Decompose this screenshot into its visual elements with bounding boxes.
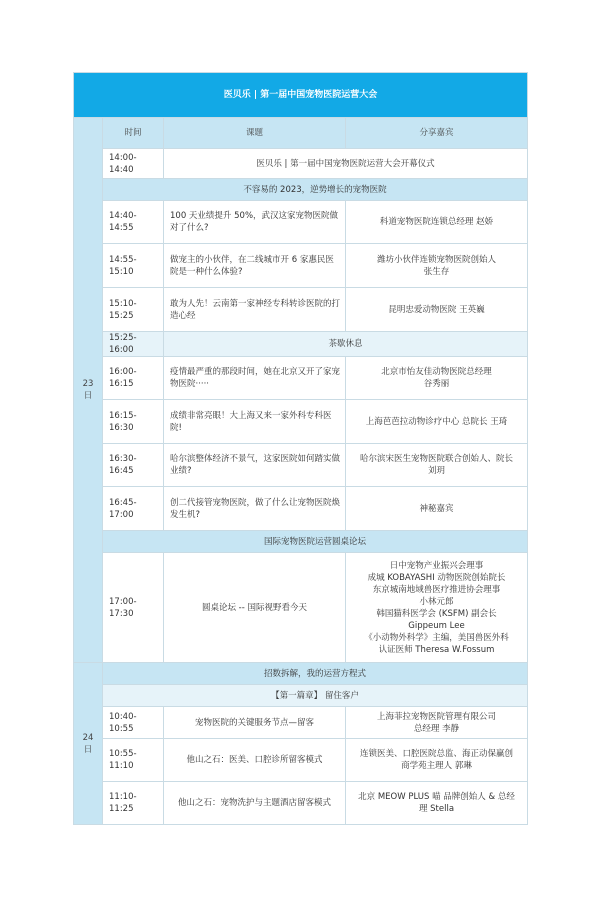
session-time: 15:10-15:25 — [103, 288, 164, 332]
speaker-line: 谷秀丽 — [423, 379, 450, 389]
speaker-line: 上海芭芭拉动物诊疗中心 总院长 王琦 — [365, 416, 508, 427]
speaker-line: 科道宠物医院连锁总经理 赵娇 — [379, 217, 494, 227]
speaker-line: 昆明忠爱动物医院 王英巍 — [388, 304, 485, 315]
session-topic: 100 天业绩提升 50%，武汉这家宠物医院做对了什么? — [164, 201, 346, 244]
speaker-line: 日中宠物产业振兴会理事 — [389, 560, 484, 571]
section-title: 不容易的 2023，逆势增长的宠物医院 — [103, 179, 528, 201]
day-label: 23 日 — [74, 118, 103, 663]
session-row — [74, 487, 528, 531]
session-row — [74, 288, 528, 332]
session-speaker — [346, 357, 528, 400]
session-speaker — [346, 782, 528, 825]
header-speaker: 分享嘉宾 — [346, 118, 528, 149]
section-row — [74, 531, 528, 553]
session-speaker — [346, 553, 528, 663]
break-label: 茶歇休息 — [164, 332, 528, 357]
speaker-line: 东京城南地域兽医疗推进协会理事 — [372, 584, 501, 595]
session-topic: 成绩非常亮眼！大上海又来一家外科专科医院! — [164, 400, 346, 444]
header-row — [74, 118, 528, 149]
session-speaker — [346, 201, 528, 244]
session-time: 11:10-11:25 — [103, 782, 164, 825]
event-title: 医贝乐 | 第一届中国宠物医院运营大会 — [74, 73, 528, 118]
session-topic: 他山之石：医美、口腔诊所留客模式 — [164, 739, 346, 782]
session-topic: 哈尔滨整体经济不景气，这家医院如何踏实做业绩? — [164, 444, 346, 487]
session-row — [74, 400, 528, 444]
session-topic: 他山之石：宠物洗护与主题酒店留客模式 — [164, 782, 346, 825]
session-topic: 创二代接管宠物医院，做了什么让宠物医院焕发生机? — [164, 487, 346, 531]
speaker-line: 小林元郎 — [419, 596, 454, 607]
speaker-line: 认证医师 Theresa W.Fossum — [378, 644, 495, 655]
session-speaker — [346, 288, 528, 332]
speaker-line: 上海菲拉宠物医院管理有限公司 — [376, 711, 496, 722]
speaker-line: 神秘嘉宾 — [419, 503, 454, 514]
session-speaker — [346, 244, 528, 288]
speaker-line: 刘玥 — [427, 466, 445, 476]
session-row — [74, 739, 528, 782]
title-row — [74, 73, 528, 118]
session-time: 10:40-10:55 — [103, 707, 164, 739]
session-topic: 做宠主的小伙伴，在二线城市开 6 家惠民医院是一种什么体验? — [164, 244, 346, 288]
session-row — [74, 357, 528, 400]
break-row — [74, 332, 528, 357]
speaker-line: 总经理 李静 — [413, 723, 460, 734]
session-speaker — [346, 487, 528, 531]
session-time: 14:00-14:40 — [103, 149, 164, 179]
session-time: 16:00-16:15 — [103, 357, 164, 400]
subsection-row — [74, 685, 528, 707]
speaker-line: 成城 KOBAYASHI 动物医院创始院长 — [367, 572, 506, 583]
day-label: 24 日 — [74, 663, 103, 825]
header-time: 时间 — [103, 118, 164, 149]
section-row — [74, 179, 528, 201]
speaker-line: Gippeum Lee — [408, 620, 465, 631]
speaker-line: 潍坊小伙伴连锁宠物医院创始人 — [376, 254, 496, 265]
speaker-line: 哈尔滨宋医生宠物医院联合创始人、院长 — [359, 454, 513, 464]
schedule-table — [73, 72, 528, 825]
session-topic: 医贝乐 | 第一届中国宠物医院运营大会开幕仪式 — [164, 149, 528, 179]
session-topic: 疫情最严重的那段时间，她在北京又开了家宠物医院····· — [164, 357, 346, 400]
session-row — [74, 782, 528, 825]
session-row — [74, 201, 528, 244]
session-speaker — [346, 400, 528, 444]
session-time: 16:30-16:45 — [103, 444, 164, 487]
session-speaker — [346, 444, 528, 487]
session-time: 10:55-11:10 — [103, 739, 164, 782]
session-topic: 宠物医院的关键服务节点—留客 — [164, 707, 346, 739]
speaker-line: 北京市怡友佳动物医院总经理 — [381, 367, 492, 377]
speaker-line: 商学苑主理人 郭琳 — [401, 761, 472, 771]
session-time: 14:40-14:55 — [103, 201, 164, 244]
subsection-title: 【第一篇章】 留住客户 — [103, 685, 528, 707]
speaker-line: 韩国猫科医学会 (KSFM) 副会长 — [376, 608, 497, 619]
session-speaker — [346, 739, 528, 782]
session-time: 15:25-16:00 — [103, 332, 164, 357]
session-time: 16:15-16:30 — [103, 400, 164, 444]
session-topic: 圆桌论坛 -- 国际视野看今天 — [164, 553, 346, 663]
session-row — [74, 149, 528, 179]
speaker-line: 北京 MEOW PLUS 喵 品牌创始人 & 总经 — [358, 792, 515, 802]
session-row — [74, 444, 528, 487]
session-speaker — [346, 707, 528, 739]
session-time: 17:00-17:30 — [103, 553, 164, 663]
speaker-line: 连锁医美、口腔医院总监、海正动保赢创 — [359, 749, 513, 759]
session-time: 14:55-15:10 — [103, 244, 164, 288]
header-topic: 课题 — [164, 118, 346, 149]
section-title: 国际宠物医院运营圆桌论坛 — [103, 531, 528, 553]
session-row — [74, 244, 528, 288]
speaker-line: 张生存 — [423, 266, 450, 277]
speaker-line: 《小动物外科学》主编，美国兽医外科 — [364, 632, 509, 643]
section-row — [74, 663, 528, 685]
session-row — [74, 553, 528, 663]
session-row — [74, 707, 528, 739]
session-time: 16:45-17:00 — [103, 487, 164, 531]
section-title: 招数拆解，我的运营方程式 — [103, 663, 528, 685]
session-topic: 敢为人先！云南第一家神经专科转诊医院的打造心经 — [164, 288, 346, 332]
speaker-line: 理 Stella — [418, 804, 455, 814]
